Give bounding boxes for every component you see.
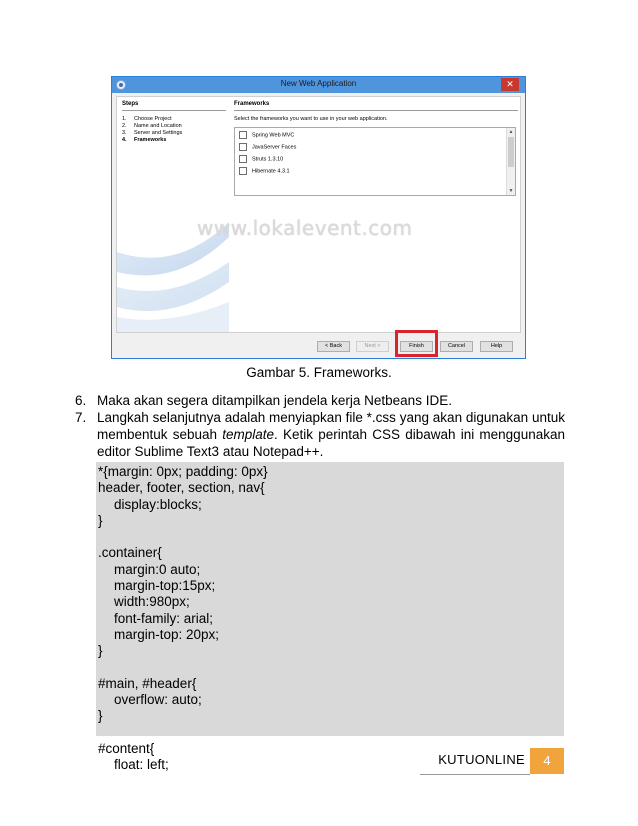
code-line xyxy=(96,529,564,545)
help-button[interactable]: Help xyxy=(480,341,513,352)
framework-option-hibernate[interactable]: Hibernate 4.3.1 xyxy=(239,167,290,175)
framework-option-struts[interactable]: Struts 1.3.10 xyxy=(239,155,283,163)
code-line: font-family: arial; xyxy=(114,610,214,626)
step-item: 1. Choose Project xyxy=(122,116,172,122)
frameworks-instruction: Select the frameworks you want to use in your web application. xyxy=(234,116,388,122)
checkbox[interactable] xyxy=(239,155,247,163)
new-web-application-dialog xyxy=(111,76,526,359)
figure-caption: Gambar 5. Frameworks. xyxy=(246,365,392,380)
steps-heading: Steps xyxy=(122,101,139,107)
code-line: margin-top: 20px; xyxy=(114,626,220,642)
code-line: overflow: auto; xyxy=(114,692,202,708)
step-7: 7. Langkah selanjutnya adalah menyiapkan file *.css yang akan digunakan untuk membentuk sebuah template. Ketik perintah CSS dibawah ini menggunakan editor Sublime Text3 atau Notepad++. xyxy=(75,410,565,459)
code-line xyxy=(96,725,564,741)
checkbox[interactable] xyxy=(239,143,247,151)
code-line: float: left; xyxy=(114,757,169,773)
code-line xyxy=(96,660,564,676)
checkbox[interactable] xyxy=(239,167,247,175)
code-line: margin:0 auto; xyxy=(114,561,201,577)
code-line: *{margin: 0px; padding: 0px} xyxy=(98,464,268,479)
frameworks-heading-rule xyxy=(234,110,518,111)
code-line: margin-top:15px; xyxy=(114,578,216,594)
chevron-down-icon[interactable]: ▼ xyxy=(508,188,514,194)
close-button[interactable]: ✕ xyxy=(501,78,519,91)
instruction-steps xyxy=(75,392,565,460)
code-line: #main, #header{ xyxy=(98,675,197,691)
dialog-body xyxy=(116,96,521,333)
checkbox[interactable] xyxy=(239,131,247,139)
footer-divider xyxy=(420,774,530,775)
footer-brand: KUTUONLINE xyxy=(438,752,525,767)
netbeans-swoosh-graphic xyxy=(117,192,229,332)
code-line: } xyxy=(98,708,103,724)
step-6: 6. Maka akan segera ditampilkan jendela kerja Netbeans IDE. xyxy=(75,393,452,408)
framework-option-spring[interactable]: Spring Web MVC xyxy=(239,131,294,139)
code-line: .container{ xyxy=(98,545,162,561)
steps-list xyxy=(122,116,182,144)
step-item: 3. Server and Settings xyxy=(122,130,183,136)
code-line: #content{ xyxy=(98,741,155,757)
finish-button[interactable]: Finish xyxy=(400,341,433,352)
code-line: } xyxy=(98,512,103,528)
dialog-title: New Web Application xyxy=(280,79,357,88)
dialog-titlebar xyxy=(112,77,525,93)
step-item-current: 4. Frameworks xyxy=(122,137,167,143)
code-line: display:blocks; xyxy=(114,496,202,512)
frameworks-scrollbar[interactable] xyxy=(506,128,515,195)
framework-option-jsf[interactable]: JavaServer Faces xyxy=(239,143,296,151)
frameworks-list xyxy=(234,127,516,196)
back-button[interactable]: < Back xyxy=(317,341,350,352)
watermark: www.lokalevent.com xyxy=(197,216,413,240)
frameworks-heading: Frameworks xyxy=(234,101,270,107)
scrollbar-thumb[interactable] xyxy=(508,137,514,167)
chevron-up-icon[interactable]: ▲ xyxy=(508,129,514,135)
code-line: header, footer, section, nav{ xyxy=(98,480,265,496)
cancel-button[interactable]: Cancel xyxy=(440,341,473,352)
page-number: 4 xyxy=(530,748,564,774)
finish-highlight-box xyxy=(395,330,438,357)
steps-heading-rule xyxy=(122,110,226,111)
emphasis-template: template xyxy=(222,427,275,442)
next-button[interactable]: Next > xyxy=(356,341,389,352)
step-item: 2. Name and Location xyxy=(122,123,182,129)
code-line: } xyxy=(98,643,103,659)
code-line: width:980px; xyxy=(114,594,190,610)
